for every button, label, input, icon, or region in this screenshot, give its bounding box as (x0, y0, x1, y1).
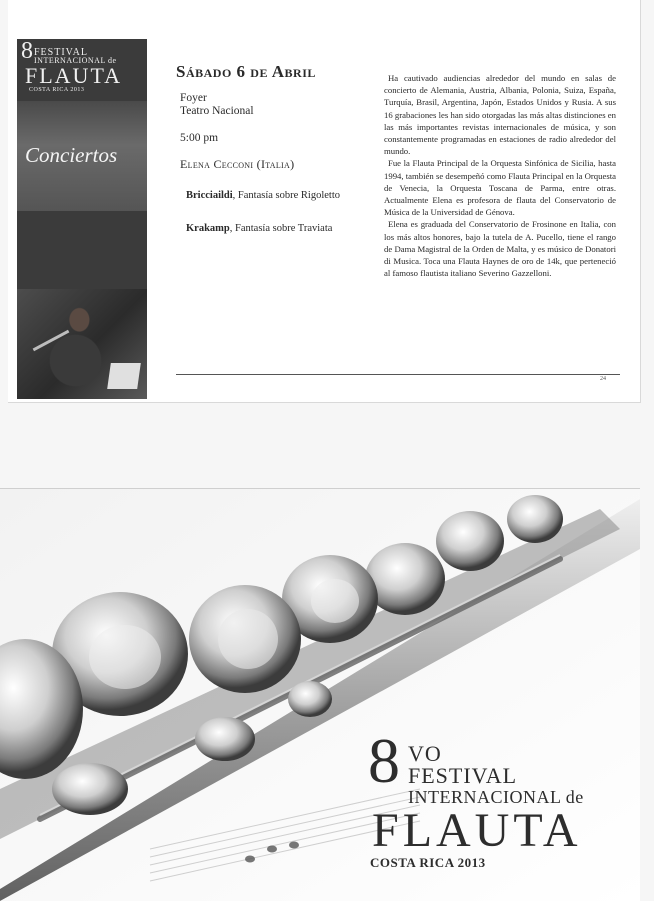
artist-biography (384, 72, 616, 279)
work-item (186, 223, 332, 234)
page-number: 24 (600, 376, 606, 382)
logo-costa-rica: COSTA RICA 2013 (29, 87, 85, 93)
logo-number: 8 (21, 39, 33, 64)
cover-festival: FESTIVAL (408, 763, 518, 788)
footer-rule (176, 374, 620, 375)
work-composer: Krakamp (186, 223, 230, 234)
cover-costa-rica: COSTA RICA 2013 (370, 855, 486, 870)
work-composer: Bricciaildi (186, 190, 233, 201)
venue-line-2: Teatro Nacional (180, 105, 254, 117)
performer-photo (17, 289, 147, 399)
bio-paragraph: Elena es graduada del Conservatorio de Frosinone en Italia, con los más altos honores, bajo la tutela de A. Pucello, tiene el rango de Dama Magistral de la Orden de Malta, y es músico de Donatori di Musica. Toca una Flauta Haynes de oro de 14k, que perteneció al famoso flautista italiano Severino Gazzelloni. (384, 219, 616, 279)
festival-logo-small (21, 41, 145, 101)
event-details (176, 62, 376, 234)
cover-ordinal: VO (408, 741, 442, 766)
photo-music-stand (107, 363, 141, 389)
work-title: , Fantasía sobre Rigoletto (232, 190, 340, 201)
artist-name: Elena Cecconi (180, 157, 254, 171)
logo-internacional: INTERNACIONAL de (34, 56, 117, 65)
photo-flute-shape (33, 330, 70, 351)
cover-number: 8 (368, 725, 400, 796)
logo-flauta: FLAUTA (25, 63, 123, 88)
bio-paragraph: Ha cautivado audiencias alrededor del mundo en salas de concierto de Alemania, Austria, Albania, Polonia, Suiza, España, Turquía, Brasil, Argentina, Japón, Estados Unidos y Rusia. A sus 16 grabaciones les han sido otorgadas las más altas distinciones en las más importantes revistas internacionales de música, y son constantemente programadas en estaciones de radio alrededor del mundo. (384, 73, 616, 157)
work-title: , Fantasía sobre Traviata (229, 223, 333, 234)
event-date: Sábado 6 de Abril (176, 62, 316, 81)
sidebar-panel (17, 39, 147, 399)
section-title: Conciertos (25, 143, 118, 167)
artist-line (180, 157, 294, 172)
cover-internacional: INTERNACIONAL de (408, 787, 584, 807)
work-item (186, 190, 340, 201)
logo-festival: FESTIVAL (34, 47, 88, 58)
bio-paragraph: Fue la Flauta Principal de la Orquesta Sinfónica de Sicilia, hasta 1994, también se desempeñó como Flauta Principal en la Orquesta de Venecia, la Orquesta Toscana de Parma, entre otras. Actualmente Elena es profesora de flauta del Conservatorio de Música de la Universidad de Génova. (384, 158, 616, 218)
festival-logo-large (368, 725, 638, 879)
event-time: 5:00 pm (180, 132, 219, 144)
cover-flauta: FLAUTA (372, 804, 582, 857)
artist-country: (Italia) (256, 157, 295, 171)
program-cover (0, 488, 640, 901)
venue-line-1: Foyer (180, 92, 207, 104)
